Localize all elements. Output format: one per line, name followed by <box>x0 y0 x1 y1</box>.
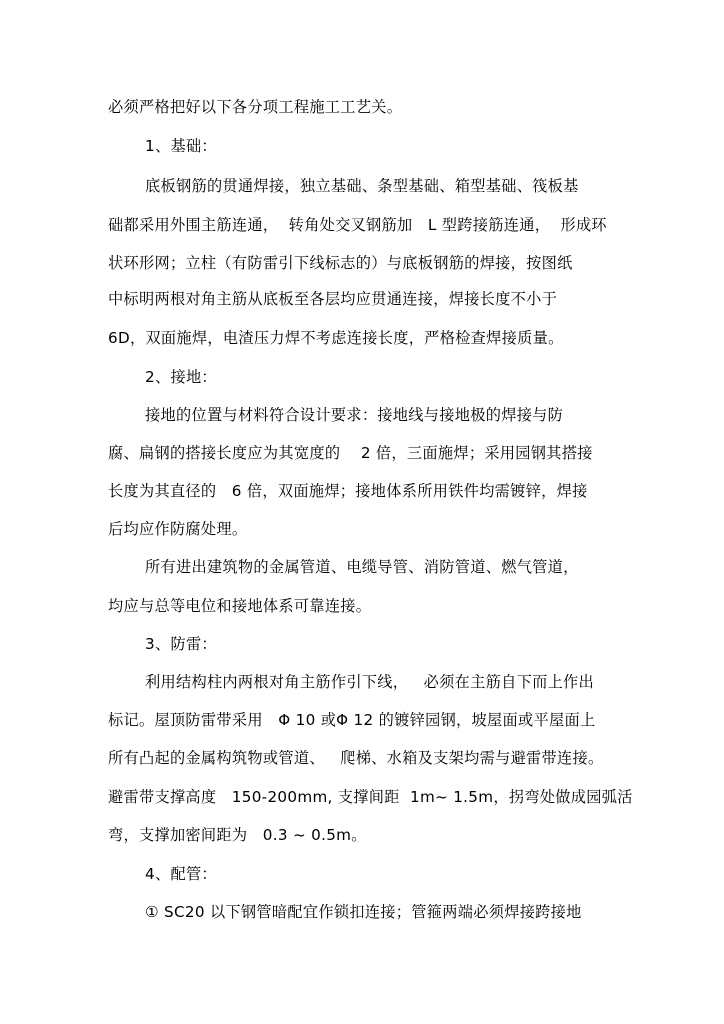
text-line: 均应与总等电位和接地体系可靠连接。 <box>108 597 372 615</box>
text-line: 底板钢筋的贯通焊接，独立基础、条型基础、箱型基础、筏板基 <box>145 177 579 195</box>
text-line: 所有凸起的金属构筑物或管道、 爬梯、水箱及支架均需与避雷带连接。 <box>108 749 604 767</box>
section-heading: 2、接地： <box>145 368 217 386</box>
text-line: 6D，双面施焊，电渣压力焊不考虑连接长度，严格检查焊接质量。 <box>108 329 564 347</box>
text-line: 长度为其直径的 6 倍，双面施焊；接地体系所用铁件均需镀锌，焊接 <box>108 482 588 500</box>
text-line: 弯，支撑加密间距为 0.3 ~ 0.5m。 <box>108 826 367 844</box>
section-heading: 1、基础： <box>145 137 217 155</box>
text-line: 标记。屋顶防雷带采用 Φ 10 或Φ 12 的镀锌园钢，坡屋面或平屋面上 <box>108 711 596 729</box>
text-line: 后均应作防腐处理。 <box>108 520 248 538</box>
text-line: 必须严格把好以下各分项工程施工工艺关。 <box>108 98 403 116</box>
text-line: 腐、扁钢的搭接长度应为其宽度的 2 倍，三面施焊；采用园钢其搭接 <box>108 444 593 462</box>
text-line: 中标明两根对角主筋从底板至各层均应贯通连接，焊接长度不小于 <box>108 290 558 308</box>
text-line: 础都采用外围主筋连通， 转角处交叉钢筋加 L 型跨接筋连通， 形成环 <box>108 216 607 234</box>
section-heading: 3、防雷： <box>145 635 217 653</box>
text-line: 状环形网；立柱（有防雷引下线标志的）与底板钢筋的焊接，按图纸 <box>108 254 573 272</box>
text-line: 利用结构柱内两根对角主筋作引下线， 必须在主筋自下而上作出 <box>145 673 595 691</box>
text-line: 所有进出建筑物的金属管道、电缆导管、消防管道、燃气管道， <box>145 558 579 576</box>
section-heading: 4、配管： <box>145 865 217 883</box>
text-line: 接地的位置与材料符合设计要求：接地线与接地极的焊接与防 <box>145 406 564 424</box>
text-line: ① SC20 以下钢管暗配宜作锁扣连接；管箍两端必须焊接跨接地 <box>145 903 582 921</box>
text-line: 避雷带支撑高度 150-200mm, 支撑间距 1m~ 1.5m，拐弯处做成园弧活 <box>108 788 633 806</box>
